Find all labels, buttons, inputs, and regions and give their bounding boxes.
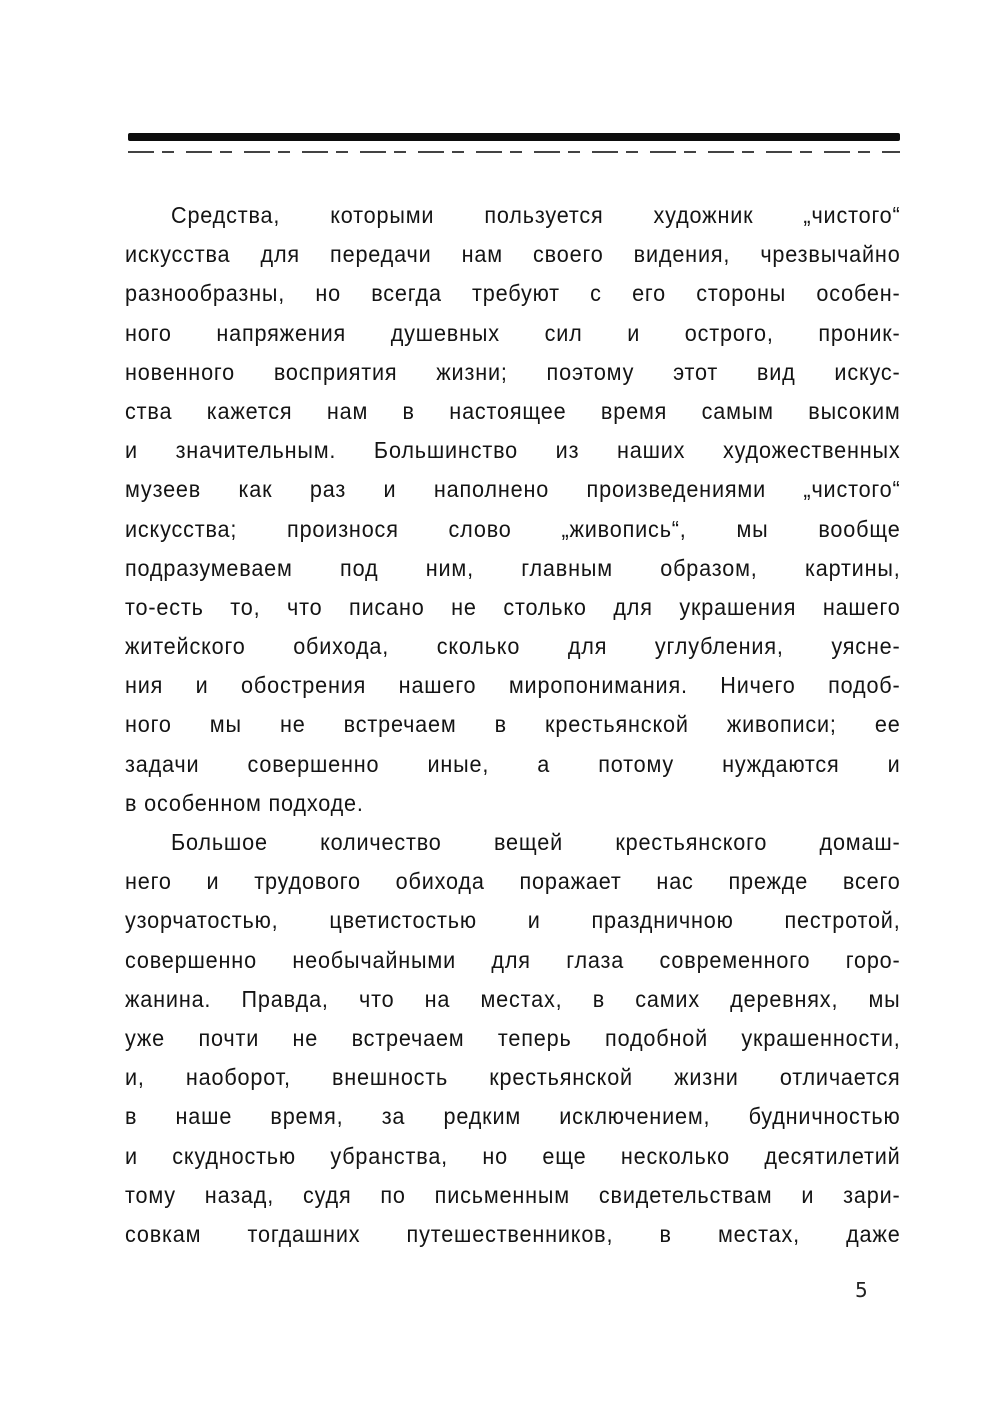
- text-line: разнообразны, но всегда требуют с его стороны особен-: [125, 280, 901, 307]
- text-line: новенного восприятия жизни; поэтому этот вид искус-: [125, 358, 901, 385]
- header-rule-thick: [128, 133, 900, 141]
- text-line: уже почти не встречаем теперь подобной украшенности,: [125, 1024, 901, 1051]
- text-line: и, наоборот, внешность крестьянской жизни отличается: [125, 1064, 901, 1091]
- body-text: [125, 196, 901, 1254]
- text-line: житейского обихода, сколько для углубления, уясне-: [125, 633, 901, 660]
- paragraph-2: [125, 823, 901, 1254]
- text-line: ния и обострения нашего миропонимания. Ничего подоб-: [125, 672, 901, 699]
- text-line: тому назад, судя по письменным свидетельствам и зари-: [125, 1181, 901, 1208]
- page-number: 5: [855, 1278, 868, 1302]
- paragraph-1: [125, 196, 901, 823]
- text-line: и скудностью убранства, но еще несколько десятилетий: [125, 1142, 901, 1169]
- header-rule-thin: [128, 151, 900, 153]
- text-line: ного мы не встречаем в крестьянской живописи; ее: [125, 711, 901, 738]
- text-line: совершенно необычайными для глаза современного горо-: [125, 946, 901, 973]
- text-line: жанина. Правда, что на местах, в самих деревнях, мы: [125, 985, 901, 1012]
- text-line: в особенном подходе.: [125, 789, 364, 816]
- text-line: совкам тогдашних путешественников, в местах, даже: [125, 1220, 901, 1247]
- text-line: искусства; произнося слово „живопись“, мы вообще: [125, 515, 901, 542]
- text-line: музеев как раз и наполнено произведениями „чистого“: [125, 476, 901, 503]
- text-line: в наше время, за редким исключением, будничностью: [125, 1103, 901, 1130]
- text-line: Средства, которыми пользуется художник „чистого“: [171, 202, 901, 228]
- text-line: ного напряжения душевных сил и острого, проник-: [125, 319, 901, 346]
- text-line: подразумеваем под ним, главным образом, картины,: [125, 554, 901, 581]
- text-line: искусства для передачи нам своего видения, чрезвычайно: [125, 241, 901, 268]
- text-line: и значительным. Большинство из наших художественных: [125, 437, 901, 464]
- text-line: Большое количество вещей крестьянского домаш-: [171, 829, 901, 855]
- text-line: то-есть то, что писано не столько для украшения нашего: [125, 593, 901, 620]
- text-line: узорчатостью, цветистостью и праздничною пестротой,: [125, 907, 901, 934]
- text-line: ства кажется нам в настоящее время самым высоким: [125, 397, 901, 424]
- text-line: него и трудового обихода поражает нас прежде всего: [125, 868, 901, 895]
- text-line: задачи совершенно иные, а потому нуждаются и: [125, 750, 901, 777]
